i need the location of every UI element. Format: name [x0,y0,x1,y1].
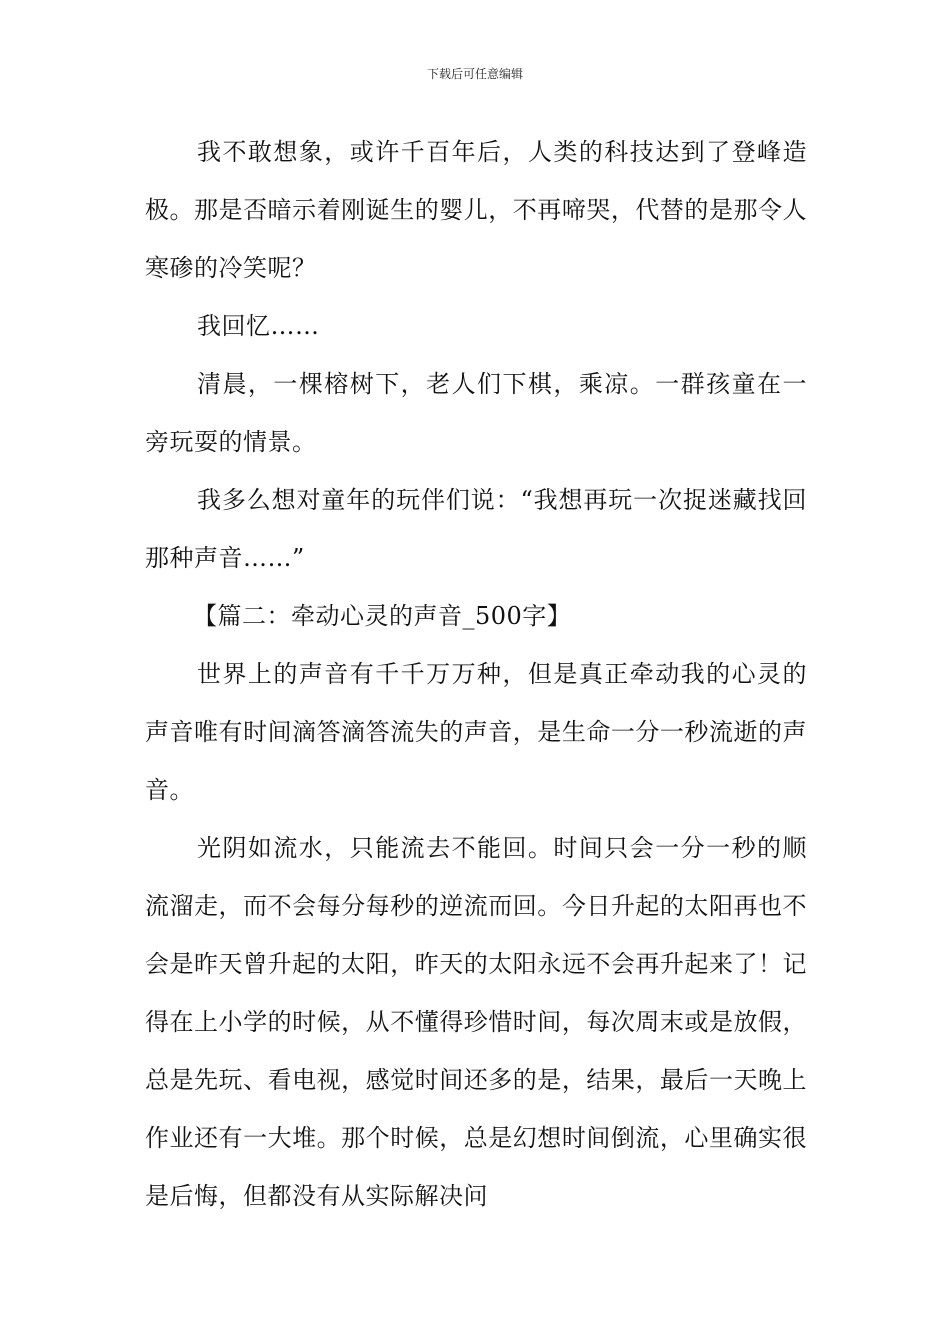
document-body [145,123,807,1225]
paragraph: 世界上的声音有千千万万种，但是真正牵动我的心灵的声音唯有时间滴答滴答流失的声音，是生命一分一秒流逝的声音。 [145,660,807,804]
paragraph: 我多么想对童年的玩伴们说：“我想再玩一次捉迷藏找回那种声音……” [145,486,807,572]
section-heading: 【篇二：牵动心灵的声音_500字】 [193,602,572,630]
paragraph: 光阴如流水，只能流去不能回。时间只会一分一秒的顺流溜走，而不会每分每秒的逆流而回。今日升起的太阳再也不会是昨天曾升起的太阳，昨天的太阳永远不会再升起来了！记得在上小学的时候，从不懂得珍惜时间，每次周末或是放假，总是先玩、看电视，感觉时间还多的是，结果，最后一天晚上作业还有一大堆。那个时候，总是幻想时间倒流，心里确实很是后悔，但都没有从实际解决问 [145,834,807,1210]
paragraph: 我回忆…… [197,312,320,340]
page-header: 下载后可任意编辑 [426,67,523,81]
paragraph: 我不敢想象，或许千百年后，人类的科技达到了登峰造极。那是否暗示着刚诞生的婴儿，不再啼哭，代替的是那令人寒碜的冷笑呢？ [145,138,807,282]
paragraph: 清晨，一棵榕树下，老人们下棋，乘凉。一群孩童在一旁玩耍的情景。 [145,370,807,456]
